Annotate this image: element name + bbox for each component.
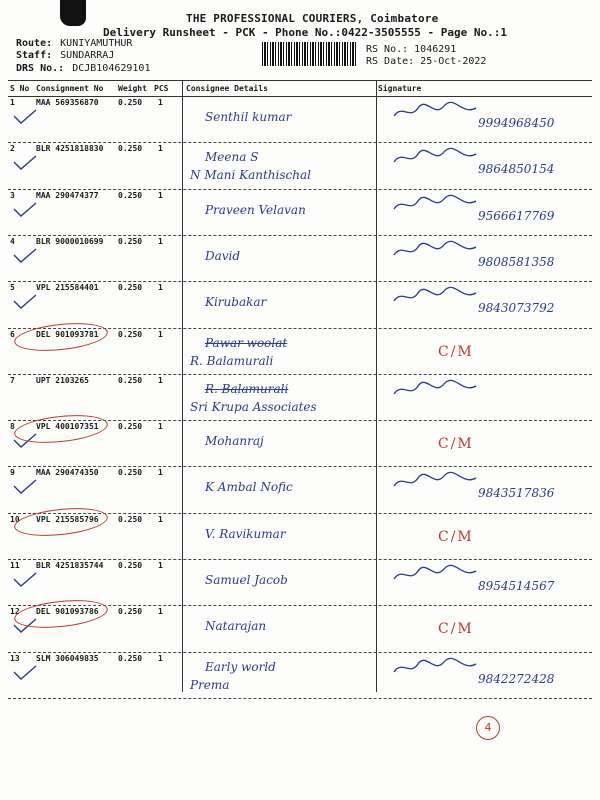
- cm-mark: C/M: [438, 343, 474, 360]
- signature-phone: 9842272428: [478, 671, 555, 686]
- route-line: [16, 38, 132, 49]
- rs-number: RS No.: 1046291: [366, 44, 457, 55]
- row-consignment: UPT 2103265: [36, 375, 89, 385]
- row-sno: 1: [10, 98, 15, 107]
- consignee-name-line2: R. Balamurali: [190, 353, 274, 368]
- row-weight: 0.250: [118, 561, 143, 570]
- row-weight: 0.250: [118, 375, 143, 385]
- row-consignment: BLR 4251835744: [36, 561, 104, 570]
- consignee-name: Mohanraj: [205, 434, 264, 449]
- row-consignment: MAA 290474350: [36, 468, 99, 478]
- row-consignment: SLM 306049835: [36, 653, 99, 663]
- col-pcs: PCS: [154, 84, 169, 93]
- cm-mark: C/M: [438, 436, 474, 453]
- signature-phone: 9843073792: [478, 301, 555, 316]
- row-sno: 12: [10, 607, 20, 617]
- row-weight: 0.250: [118, 514, 143, 524]
- row-weight: 0.250: [118, 190, 143, 200]
- row-consignment: DEL 901093786: [36, 607, 99, 617]
- row-pcs: 1: [158, 422, 163, 432]
- table-top-rule: [8, 80, 592, 81]
- table-row: [8, 98, 592, 144]
- runsheet-subtitle: Delivery Runsheet - PCK - Phone No.:0422-3505555 - Page No.:1: [103, 26, 507, 39]
- consignee-name: Samuel Jacob: [205, 573, 288, 587]
- row-divider: [8, 374, 592, 375]
- signature-scribble: [390, 656, 480, 678]
- signature-phone: 9566617769: [478, 208, 555, 223]
- cm-mark: C/M: [438, 621, 474, 638]
- tick-mark-icon: [12, 478, 38, 496]
- signature-scribble: [390, 470, 480, 492]
- row-divider: [8, 189, 592, 190]
- consignee-name: Pawar woolat: [205, 335, 288, 350]
- consignee-name: Kirubakar: [205, 295, 267, 310]
- row-consignment: VPL 215584401: [36, 283, 99, 293]
- barcode: [262, 42, 358, 66]
- tick-mark-icon: [12, 108, 38, 126]
- col-consignee: Consignee Details: [186, 84, 268, 93]
- tick-mark-icon: [12, 571, 38, 589]
- row-divider: [8, 142, 592, 143]
- table-row: [8, 607, 592, 653]
- row-sno: 9: [10, 468, 15, 478]
- row-weight: 0.250: [118, 329, 143, 339]
- table-row: [8, 515, 592, 561]
- row-sno: 4: [10, 236, 15, 246]
- tick-mark-icon: [12, 664, 38, 682]
- row-sno: 8: [10, 422, 15, 432]
- row-sno: 10: [10, 514, 20, 524]
- scan-blot: [60, 0, 86, 26]
- staff-value: SUNDARRAJ: [60, 50, 115, 61]
- signature-phone: 9808581358: [478, 254, 555, 269]
- drs-value: DCJB104629101: [72, 63, 151, 74]
- table-row: [8, 654, 592, 700]
- col-weight: Weight: [118, 84, 147, 93]
- consignee-name: Senthil kumar: [205, 110, 292, 124]
- row-pcs: 1: [158, 144, 163, 154]
- row-sno: 11: [10, 561, 20, 570]
- consignee-name: Natarajan: [205, 619, 267, 634]
- consignee-name-line2: Sri Krupa Associates: [190, 399, 317, 414]
- tick-mark-icon: [12, 247, 38, 265]
- row-pcs: 1: [158, 283, 163, 293]
- company-title: THE PROFESSIONAL COURIERS, Coimbatore: [186, 12, 439, 25]
- route-value: KUNIYAMUTHUR: [60, 38, 133, 49]
- table-header-rule: [8, 96, 592, 97]
- staff-label: Staff:: [16, 50, 53, 61]
- table-row: [8, 237, 592, 283]
- col-consignment: Consignment No: [36, 84, 104, 93]
- consignee-name: R. Balamurali: [205, 381, 289, 396]
- tick-mark-icon: [12, 201, 38, 219]
- consignee-name: Meena S: [205, 150, 259, 165]
- row-weight: 0.250: [118, 283, 143, 293]
- table-row: [8, 376, 592, 422]
- row-pcs: 1: [158, 190, 163, 200]
- page-mark: 4: [476, 716, 500, 740]
- staff-line: [16, 50, 114, 61]
- row-sno: 3: [10, 190, 15, 200]
- col-sno: S No: [10, 84, 30, 93]
- row-divider: [8, 559, 592, 560]
- row-sno: 5: [10, 283, 15, 293]
- row-weight: 0.250: [118, 144, 143, 154]
- table-header: [8, 82, 592, 96]
- tick-mark-icon: [12, 293, 38, 311]
- table-row: [8, 330, 592, 376]
- row-divider: [8, 466, 592, 467]
- row-divider: [8, 281, 592, 282]
- drs-line: [16, 63, 150, 74]
- col-signature: Signature: [378, 84, 422, 93]
- row-divider: [8, 652, 592, 653]
- row-weight: 0.250: [118, 98, 143, 107]
- row-pcs: 1: [158, 607, 163, 617]
- row-divider: [8, 235, 592, 236]
- consignee-name: Praveen Velavan: [205, 202, 306, 217]
- route-label: Route:: [16, 38, 53, 49]
- row-sno: 6: [10, 329, 15, 339]
- row-weight: 0.250: [118, 468, 143, 478]
- row-pcs: 1: [158, 375, 163, 385]
- signature-scribble: [390, 146, 480, 168]
- signature-phone: 8954514567: [478, 579, 555, 593]
- row-sno: 13: [10, 653, 20, 663]
- signature-phone: 9843517836: [478, 486, 555, 501]
- row-consignment: DEL 901093781: [36, 329, 99, 339]
- row-pcs: 1: [158, 653, 163, 663]
- row-sno: 7: [10, 375, 15, 385]
- row-pcs: 1: [158, 98, 163, 107]
- consignee-name: V. Ravikumar: [205, 526, 286, 541]
- signature-phone: 9994968450: [478, 116, 555, 130]
- row-pcs: 1: [158, 514, 163, 524]
- row-weight: 0.250: [118, 422, 143, 432]
- row-divider: [8, 698, 592, 699]
- table-row: [8, 468, 592, 514]
- tick-mark-icon: [12, 154, 38, 172]
- row-pcs: 1: [158, 329, 163, 339]
- consignee-name-line2: N Mani Kanthischal: [190, 168, 311, 183]
- signature-scribble: [390, 239, 480, 261]
- row-pcs: 1: [158, 561, 163, 570]
- consignee-name: K Ambal Nofic: [205, 480, 293, 495]
- row-consignment: BLR 4251818830: [36, 144, 104, 154]
- signature-scribble: [390, 285, 480, 307]
- signature-phone: 9864850154: [478, 162, 555, 177]
- rs-date: RS Date: 25-Oct-2022: [366, 56, 487, 67]
- row-weight: 0.250: [118, 236, 143, 246]
- table-row: [8, 422, 592, 468]
- cm-mark: C/M: [438, 528, 474, 545]
- table-row: [8, 191, 592, 237]
- row-consignment: VPL 400107351: [36, 422, 99, 432]
- signature-scribble: [390, 193, 480, 215]
- signature-scribble: [390, 100, 480, 122]
- row-sno: 2: [10, 144, 15, 154]
- drs-label: DRS No.:: [16, 63, 65, 74]
- row-pcs: 1: [158, 236, 163, 246]
- row-weight: 0.250: [118, 607, 143, 617]
- signature-scribble: [390, 563, 480, 585]
- row-consignment: MAA 290474377: [36, 190, 99, 200]
- signature-scribble: [390, 378, 480, 400]
- row-weight: 0.250: [118, 653, 143, 663]
- table-row: [8, 283, 592, 329]
- row-pcs: 1: [158, 468, 163, 478]
- consignee-name-line2: Prema: [190, 677, 230, 692]
- consignee-name: Early world: [205, 659, 276, 674]
- table-row: [8, 144, 592, 190]
- row-consignment: VPL 215585796: [36, 514, 99, 524]
- table-row: [8, 561, 592, 607]
- row-consignment: MAA 569356870: [36, 98, 99, 107]
- row-consignment: BLR 9000010699: [36, 236, 104, 246]
- consignee-name: David: [205, 248, 241, 263]
